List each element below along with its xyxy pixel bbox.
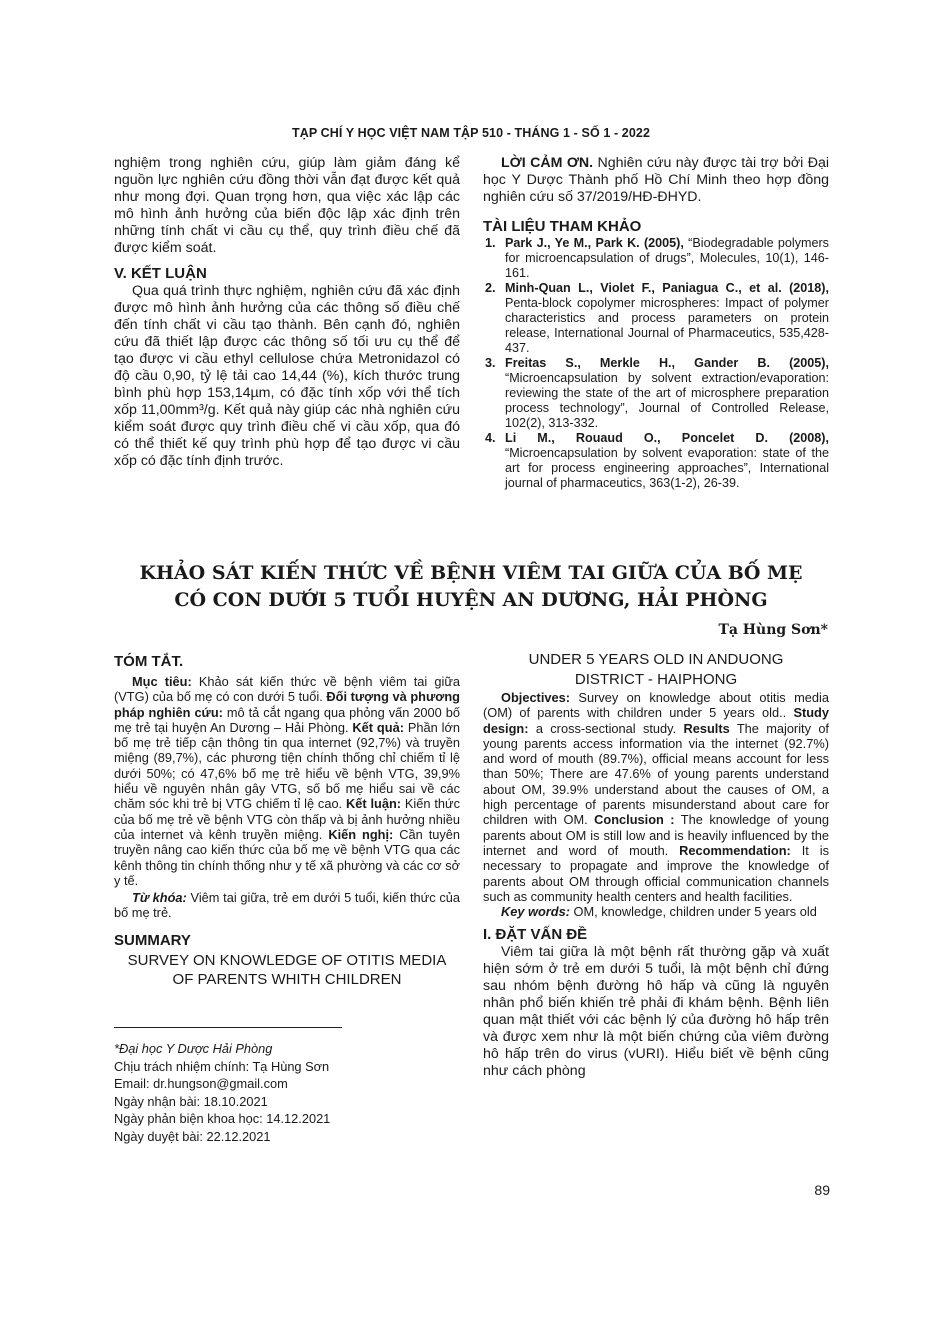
upper-left-column	[114, 155, 460, 470]
conclusion-en-label: Conclusion :	[594, 812, 675, 828]
abstract-vi-keywords	[114, 890, 460, 921]
footnote-rule	[114, 1027, 342, 1028]
conclusion-en-text: The knowledge of young parents about OM is still low and is heavily influenced by the internet and word of mouth.	[483, 812, 829, 858]
reference-item	[483, 281, 829, 356]
recommendation-label: Recommendation:	[679, 842, 791, 858]
article-title	[0, 560, 942, 614]
lower-left-column	[114, 653, 460, 990]
acknowledgement	[483, 155, 829, 206]
keywords-text: Viêm tai giữa, trẻ em dưới 5 tuổi, kiến thức của bố mẹ trẻ.	[114, 890, 460, 921]
reference-authors: Minh-Quan L., Violet F., Paniagua C., et al. (2018),	[505, 281, 829, 295]
footnote	[114, 1040, 330, 1145]
article-title-line2: CÓ CON DƯỚI 5 TUỔI HUYỆN AN DƯƠNG, HẢI PHÒNG	[174, 589, 768, 611]
reference-text: “Microencapsulation by solvent evaporation: state of the art for process engineering approaches”, International journal of pharmaceutics, 363(1-2), 26-39.	[505, 446, 829, 490]
reference-text: Penta-block copolymer microspheres: Impact of polymer characteristics and process parameters on protein release, International Journal of Pharmaceutics, 535,428-437.	[505, 296, 829, 355]
footnote-email: Email: dr.hungson@gmail.com	[114, 1076, 288, 1091]
upper-right-column	[483, 155, 829, 491]
summary-title-part2: UNDER 5 YEARS OLD IN ANDUONG DISTRICT - HAIPHONG	[528, 651, 784, 688]
reference-number: 2.	[485, 281, 496, 295]
recommendation-text: It is necessary to propagate and improve the knowledge of parents about OM through official communication channels such as community health centers and health facilities.	[483, 842, 830, 904]
conclusion-text: Kiến thức của bố mẹ trẻ về bệnh VTG còn thấp và bị ảnh hưởng nhiều của internet và kênh truyền miệng.	[114, 796, 460, 842]
summary-keywords	[483, 904, 829, 919]
reference-authors: Freitas S., Merkle H., Gander B. (2005),	[505, 356, 829, 370]
method-text: mô tả cắt ngang qua phỏng vấn 2000 bố mẹ trẻ tại huyện An Dương – Hải Phòng.	[114, 704, 460, 735]
recommend-label: Kiến nghị:	[328, 826, 394, 842]
journal-header: TẠP CHÍ Y HỌC VIỆT NAM TẬP 510 - THÁNG 1 - SỐ 1 - 2022	[291, 126, 651, 140]
intro-paragraph: nghiệm trong nghiên cứu, giúp làm giảm đáng kể nguồn lực nghiên cứu đồng thời vẫn đạt được kết quả như mong đợi. Quan trọng hơn, qua việc xác lập các mô hình ảnh hưởng của biến độc lập xác định trên những tính chất vi cầu cụ thể, quy trình điều chế đã được kiểm soát.	[114, 155, 460, 256]
abstract-vi-body	[114, 674, 460, 888]
objective-label: Mục tiêu:	[132, 674, 192, 689]
reference-authors: Li M., Rouaud O., Poncelet D. (2008),	[505, 431, 829, 445]
lower-right-column	[483, 650, 829, 1080]
reference-item	[483, 431, 829, 491]
conclusion-paragraph: Qua quá trình thực nghiệm, nghiên cứu đã xác định được mô hình ảnh hưởng của các thông số điều chế đến tính chất vi cầu tạo thành. Bên cạnh đó, nghiên cứu đã thiết lập được các thông số tối ưu cụ thể để tạo được vi cầu ethyl cellulose chứa Metronidazol có độ cầu 0,90, tỷ lệ tải cao 14,44 (%), kích thước trung bình phù hợp 153,14µm, có đặc tính xốp với thể tích xốp 11,00mm³/g. Kết quả này giúp các nhà nghiên cứu kiểm soát được quy trình điều chế vi cầu xốp, qua đó có thể thiết kế quy trình phù hợp để tạo được vi cầu xốp có đặc tính định trước.	[114, 283, 460, 469]
intro-heading: I. ĐẶT VẤN ĐỀ	[483, 926, 588, 944]
acknowledgement-text: Nghiên cứu này được tài trợ bởi Đại học Y Dược Thành phố Hồ Chí Minh theo hợp đồng nghiên cứu số 37/2019/HĐ-ĐHYD.	[483, 155, 829, 205]
reference-number: 3.	[485, 356, 496, 370]
keywords-en-text: OM, knowledge, children under 5 years old	[569, 904, 817, 920]
result-label: Kết quả:	[352, 719, 404, 735]
keywords-label: Từ khóa:	[132, 890, 187, 906]
reference-item	[483, 236, 829, 281]
references-list	[483, 236, 829, 491]
footnote-affiliation: *Đại học Y Dược Hải Phòng	[114, 1041, 273, 1056]
reference-number: 1.	[485, 236, 496, 250]
summary-heading: SUMMARY	[114, 931, 191, 949]
article-author: Tạ Hùng Sơn*	[718, 622, 828, 638]
intro-paragraph-body: Viêm tai giữa là một bệnh rất thường gặp và xuất hiện sớm ở trẻ em dưới 5 tuổi, là một bệnh chỉ đứng sau nhóm bệnh đường hô hấp và cũng là nguyên nhân phổ biến khiến trẻ phải đi khám bệnh. Bệnh liên quan mật thiết với các bệnh lý của đường hô hấp trên và được xem như là một biến chứng của viêm đường hô hấp trên do virus (vURI). Hiểu biết về bệnh cũng như cách phòng	[483, 944, 829, 1080]
summary-title-part1: SURVEY ON KNOWLEDGE OF OTITIS MEDIA OF PARENTS WHITH CHILDREN	[127, 951, 447, 989]
reference-item	[483, 356, 829, 431]
abstract-vi-heading: TÓM TẮT.	[114, 653, 184, 670]
method-label: Đối tượng và phương pháp nghiên cứu:	[114, 689, 460, 720]
article-title-line1: KHẢO SÁT KIẾN THỨC VỀ BỆNH VIÊM TAI GIỮA CỦA BỐ MẸ	[139, 562, 803, 584]
design-label: Study design:	[483, 705, 829, 736]
summary-body	[483, 690, 829, 904]
footnote-responsible: Chịu trách nhiệm chính: Tạ Hùng Sơn	[114, 1058, 330, 1074]
recommend-text: Cần tuyên truyền nâng cao kiến thức của bố mẹ về bệnh VTG qua các kênh thông tin chính thống như y tế xã phường và các cơ sở y tế.	[114, 826, 460, 888]
references-heading: TÀI LIỆU THAM KHẢO	[483, 218, 642, 235]
keywords-en-label: Key words:	[501, 904, 570, 920]
reference-text: “Microencapsulation by solvent extraction/evaporation: reviewing the state of the art of microsphere preparation process technology”, Journal of Controlled Release, 102(2), 313-332.	[505, 371, 829, 430]
conclusion-heading: V. KẾT LUẬN	[114, 265, 207, 282]
page-number: 89	[814, 1182, 830, 1198]
acknowledgement-label: LỜI CẢM ƠN.	[501, 155, 594, 171]
footnote-reviewed: Ngày phản biện khoa học: 14.12.2021	[114, 1111, 331, 1126]
results-label: Results	[683, 720, 730, 736]
results-text: The majority of young parents access information via the internet (92.7%) and word of mouth (89.7%), official means account for less than 50%; There are 47.6% of young parents understand about OM, 39.9% understand about the causes of OM, a high percentage of parents misunderstand about care for children with OM.	[483, 720, 829, 828]
result-text: Phần lớn bố mẹ trẻ tiếp cận thông tin qua internet (92,7%) và truyền miệng (89,7%), các phương tiện chính thống chỉ chiếm tỉ lệ dưới 50%; có 47,6% bố mẹ trẻ hiểu về bệnh VTG, 39,9% hiểu về nguyên nhân gây VTG, số bố mẹ hiểu sai về các chăm sóc khi trẻ bị VTG chiếm tỉ lệ cao.	[114, 719, 460, 812]
reference-authors: Park J., Ye M., Park K. (2005),	[505, 236, 684, 250]
objective-text: Khảo sát kiến thức về bệnh viêm tai giữa (VTG) của bố mẹ có con dưới 5 tuổi.	[114, 674, 460, 705]
design-text: a cross-sectional study.	[528, 720, 684, 736]
footnote-received: Ngày nhận bài: 18.10.2021	[114, 1093, 268, 1109]
objectives-text: Survey on knowledge about otitis media (OM) of parents with children under 5 years old..	[483, 690, 829, 721]
reference-number: 4.	[485, 431, 496, 445]
footnote-approved: Ngày duyệt bài: 22.12.2021	[114, 1128, 271, 1144]
conclusion-label: Kết luận:	[345, 796, 402, 812]
objectives-label: Objectives:	[501, 690, 570, 705]
reference-text: “Biodegradable polymers for microencapsulation of drugs”, Molecules, 10(1), 146-161.	[505, 236, 829, 280]
